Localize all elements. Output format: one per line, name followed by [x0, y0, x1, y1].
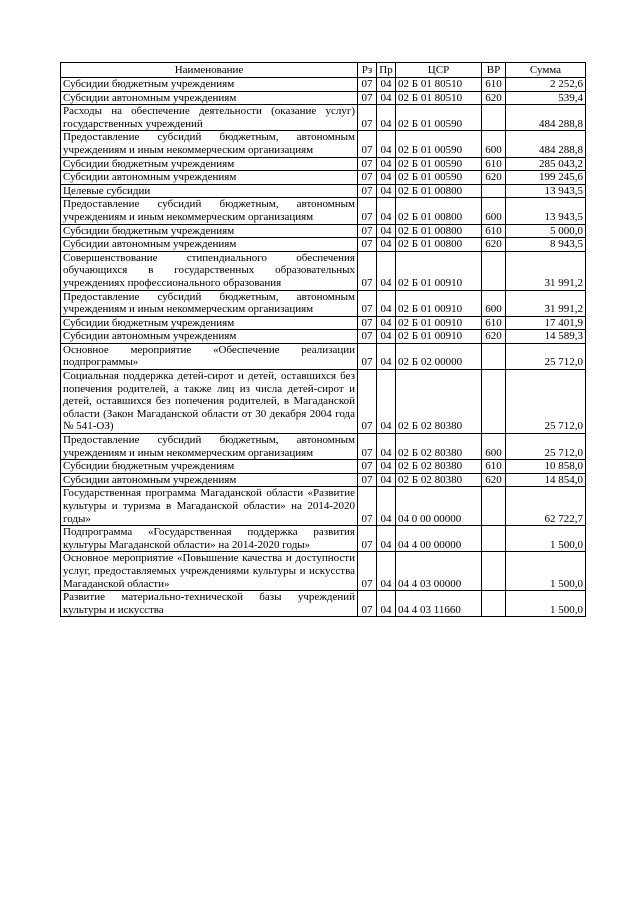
row-csr-cell: 02 Б 01 00910 [396, 330, 482, 344]
table-row [61, 487, 586, 526]
row-name-cell: Субсидии автономным учреждениям [61, 91, 358, 105]
table-row [61, 198, 586, 224]
row-sum-cell: 199 245,6 [506, 171, 586, 185]
row-pr-cell: 04 [377, 105, 396, 131]
row-name-cell: Субсидии бюджетным учреждениям [61, 460, 358, 474]
row-name-cell: Социальная поддержка детей-сирот и детей, оставшихся без попечения родителей, а также лиц из числа детей-сирот и детей, оставшихся без попечения родителей, в Магаданской области (Закон Магаданской области от 30 декабря 2004 года № 541-ОЗ) [61, 370, 358, 434]
column-header-vr: ВР [482, 63, 506, 78]
row-pr-cell: 04 [377, 473, 396, 487]
row-sum-cell: 1 500,0 [506, 552, 586, 591]
row-sum-cell: 5 000,0 [506, 224, 586, 238]
row-vr-cell: 600 [482, 198, 506, 224]
row-sum-cell: 1 500,0 [506, 591, 586, 617]
row-csr-cell: 02 Б 02 80380 [396, 460, 482, 474]
row-rz-cell: 07 [358, 290, 377, 316]
row-rz-cell: 07 [358, 343, 377, 369]
table-row [61, 526, 586, 552]
row-pr-cell: 04 [377, 591, 396, 617]
row-pr-cell: 04 [377, 171, 396, 185]
row-csr-cell: 02 Б 02 80380 [396, 473, 482, 487]
row-rz-cell: 07 [358, 131, 377, 157]
table-row [61, 290, 586, 316]
row-pr-cell: 04 [377, 131, 396, 157]
row-pr-cell: 04 [377, 526, 396, 552]
row-vr-cell: 600 [482, 290, 506, 316]
row-pr-cell: 04 [377, 552, 396, 591]
row-rz-cell: 07 [358, 473, 377, 487]
row-vr-cell: 600 [482, 131, 506, 157]
table-row [61, 238, 586, 252]
row-name-cell: Предоставление субсидий бюджетным, автономным учреждениям и иным некоммерческим организациям [61, 198, 358, 224]
row-name-cell: Субсидии бюджетным учреждениям [61, 78, 358, 92]
row-csr-cell: 02 Б 01 00800 [396, 198, 482, 224]
row-vr-cell [482, 552, 506, 591]
row-name-cell: Совершенствование стипендиального обеспечения обучающихся в государственных образовательных учреждениях профессионального образования [61, 251, 358, 290]
row-pr-cell: 04 [377, 251, 396, 290]
row-rz-cell: 07 [358, 460, 377, 474]
row-sum-cell: 1 500,0 [506, 526, 586, 552]
row-pr-cell: 04 [377, 460, 396, 474]
row-vr-cell [482, 591, 506, 617]
row-sum-cell: 484 288,8 [506, 131, 586, 157]
row-pr-cell: 04 [377, 343, 396, 369]
row-sum-cell: 25 712,0 [506, 343, 586, 369]
row-vr-cell: 600 [482, 434, 506, 460]
row-name-cell: Основное мероприятие «Обеспечение реализации подпрограммы» [61, 343, 358, 369]
row-vr-cell: 620 [482, 171, 506, 185]
row-name-cell: Предоставление субсидий бюджетным, автономным учреждениям и иным некоммерческим организациям [61, 131, 358, 157]
row-rz-cell: 07 [358, 157, 377, 171]
row-csr-cell: 02 Б 01 00910 [396, 251, 482, 290]
row-vr-cell [482, 184, 506, 198]
row-pr-cell: 04 [377, 157, 396, 171]
row-rz-cell: 07 [358, 224, 377, 238]
row-csr-cell: 02 Б 01 00590 [396, 157, 482, 171]
table-row [61, 171, 586, 185]
row-pr-cell: 04 [377, 434, 396, 460]
row-csr-cell: 02 Б 01 00910 [396, 290, 482, 316]
row-pr-cell: 04 [377, 330, 396, 344]
row-rz-cell: 07 [358, 238, 377, 252]
table-row [61, 343, 586, 369]
table-row [61, 370, 586, 434]
row-csr-cell: 02 Б 02 80380 [396, 434, 482, 460]
row-rz-cell: 07 [358, 171, 377, 185]
row-vr-cell [482, 251, 506, 290]
table-row [61, 434, 586, 460]
row-csr-cell: 02 Б 01 00590 [396, 171, 482, 185]
row-csr-cell: 02 Б 01 00800 [396, 184, 482, 198]
table-row [61, 224, 586, 238]
row-sum-cell: 62 722,7 [506, 487, 586, 526]
row-csr-cell: 02 Б 01 00590 [396, 131, 482, 157]
row-sum-cell: 8 943,5 [506, 238, 586, 252]
row-rz-cell: 07 [358, 330, 377, 344]
row-csr-cell: 04 4 03 00000 [396, 552, 482, 591]
table-row [61, 473, 586, 487]
table-row [61, 131, 586, 157]
row-rz-cell: 07 [358, 91, 377, 105]
table-body [61, 78, 586, 617]
row-vr-cell: 610 [482, 78, 506, 92]
row-csr-cell: 02 Б 02 80380 [396, 370, 482, 434]
row-csr-cell: 04 0 00 00000 [396, 487, 482, 526]
row-sum-cell: 14 589,3 [506, 330, 586, 344]
row-sum-cell: 14 854,0 [506, 473, 586, 487]
column-header-pr: Пр [377, 63, 396, 78]
row-csr-cell: 02 Б 01 00910 [396, 316, 482, 330]
column-header-name: Наименование [61, 63, 358, 78]
row-pr-cell: 04 [377, 184, 396, 198]
row-csr-cell: 02 Б 02 00000 [396, 343, 482, 369]
row-csr-cell: 02 Б 01 00800 [396, 238, 482, 252]
row-pr-cell: 04 [377, 370, 396, 434]
row-csr-cell: 04 4 03 11660 [396, 591, 482, 617]
table-row [61, 552, 586, 591]
row-vr-cell [482, 105, 506, 131]
table-row [61, 78, 586, 92]
row-rz-cell: 07 [358, 552, 377, 591]
row-name-cell: Субсидии автономным учреждениям [61, 238, 358, 252]
row-rz-cell: 07 [358, 105, 377, 131]
row-rz-cell: 07 [358, 251, 377, 290]
row-rz-cell: 07 [358, 184, 377, 198]
table-row [61, 591, 586, 617]
row-pr-cell: 04 [377, 198, 396, 224]
row-name-cell: Подпрограмма «Государственная поддержка развития культуры Магаданской области» на 2014-2020 годы» [61, 526, 358, 552]
row-name-cell: Субсидии бюджетным учреждениям [61, 224, 358, 238]
table-row [61, 251, 586, 290]
row-name-cell: Субсидии бюджетным учреждениям [61, 157, 358, 171]
row-sum-cell: 25 712,0 [506, 434, 586, 460]
row-csr-cell: 02 Б 01 00800 [396, 224, 482, 238]
row-rz-cell: 07 [358, 370, 377, 434]
budget-table [60, 62, 586, 617]
row-rz-cell: 07 [358, 198, 377, 224]
row-name-cell: Субсидии автономным учреждениям [61, 330, 358, 344]
row-vr-cell [482, 370, 506, 434]
row-csr-cell: 02 Б 01 00590 [396, 105, 482, 131]
row-name-cell: Развитие материально-технической базы учреждений культуры и искусства [61, 591, 358, 617]
row-vr-cell [482, 526, 506, 552]
row-rz-cell: 07 [358, 434, 377, 460]
row-rz-cell: 07 [358, 78, 377, 92]
row-csr-cell: 02 Б 01 80510 [396, 78, 482, 92]
row-sum-cell: 13 943,5 [506, 184, 586, 198]
row-pr-cell: 04 [377, 91, 396, 105]
row-pr-cell: 04 [377, 238, 396, 252]
row-name-cell: Расходы на обеспечение деятельности (оказание услуг) государственных учреждений [61, 105, 358, 131]
row-name-cell: Предоставление субсидий бюджетным, автономным учреждениям и иным некоммерческим организациям [61, 290, 358, 316]
table-header-row [61, 63, 586, 78]
table-row [61, 316, 586, 330]
row-sum-cell: 10 858,0 [506, 460, 586, 474]
row-name-cell: Субсидии автономным учреждениям [61, 171, 358, 185]
row-sum-cell: 285 043,2 [506, 157, 586, 171]
row-pr-cell: 04 [377, 78, 396, 92]
row-name-cell: Субсидии бюджетным учреждениям [61, 316, 358, 330]
row-sum-cell: 539,4 [506, 91, 586, 105]
row-vr-cell: 610 [482, 224, 506, 238]
table-row [61, 105, 586, 131]
table-row [61, 460, 586, 474]
row-sum-cell: 31 991,2 [506, 290, 586, 316]
row-rz-cell: 07 [358, 487, 377, 526]
row-vr-cell: 610 [482, 460, 506, 474]
row-vr-cell: 610 [482, 316, 506, 330]
table-row [61, 91, 586, 105]
table-row [61, 184, 586, 198]
column-header-sum: Сумма [506, 63, 586, 78]
row-pr-cell: 04 [377, 290, 396, 316]
row-pr-cell: 04 [377, 487, 396, 526]
row-sum-cell: 25 712,0 [506, 370, 586, 434]
row-vr-cell: 620 [482, 238, 506, 252]
row-pr-cell: 04 [377, 316, 396, 330]
column-header-csr: ЦСР [396, 63, 482, 78]
row-name-cell: Основное мероприятие «Повышение качества и доступности услуг, предоставляемых учреждениями культуры и искусства Магаданской области» [61, 552, 358, 591]
row-vr-cell [482, 343, 506, 369]
row-name-cell: Целевые субсидии [61, 184, 358, 198]
row-csr-cell: 02 Б 01 80510 [396, 91, 482, 105]
row-name-cell: Государственная программа Магаданской области «Развитие культуры и туризма в Магаданской области» на 2014-2020 годы» [61, 487, 358, 526]
row-vr-cell [482, 487, 506, 526]
column-header-rz: Рз [358, 63, 377, 78]
row-vr-cell: 610 [482, 157, 506, 171]
row-csr-cell: 04 4 00 00000 [396, 526, 482, 552]
row-sum-cell: 13 943,5 [506, 198, 586, 224]
table-row [61, 330, 586, 344]
row-vr-cell: 620 [482, 91, 506, 105]
row-rz-cell: 07 [358, 526, 377, 552]
row-name-cell: Субсидии автономным учреждениям [61, 473, 358, 487]
row-vr-cell: 620 [482, 330, 506, 344]
table-row [61, 157, 586, 171]
row-sum-cell: 17 401,9 [506, 316, 586, 330]
row-name-cell: Предоставление субсидий бюджетным, автономным учреждениям и иным некоммерческим организациям [61, 434, 358, 460]
row-vr-cell: 620 [482, 473, 506, 487]
row-pr-cell: 04 [377, 224, 396, 238]
row-sum-cell: 31 991,2 [506, 251, 586, 290]
row-rz-cell: 07 [358, 591, 377, 617]
row-sum-cell: 484 288,8 [506, 105, 586, 131]
row-rz-cell: 07 [358, 316, 377, 330]
row-sum-cell: 2 252,6 [506, 78, 586, 92]
